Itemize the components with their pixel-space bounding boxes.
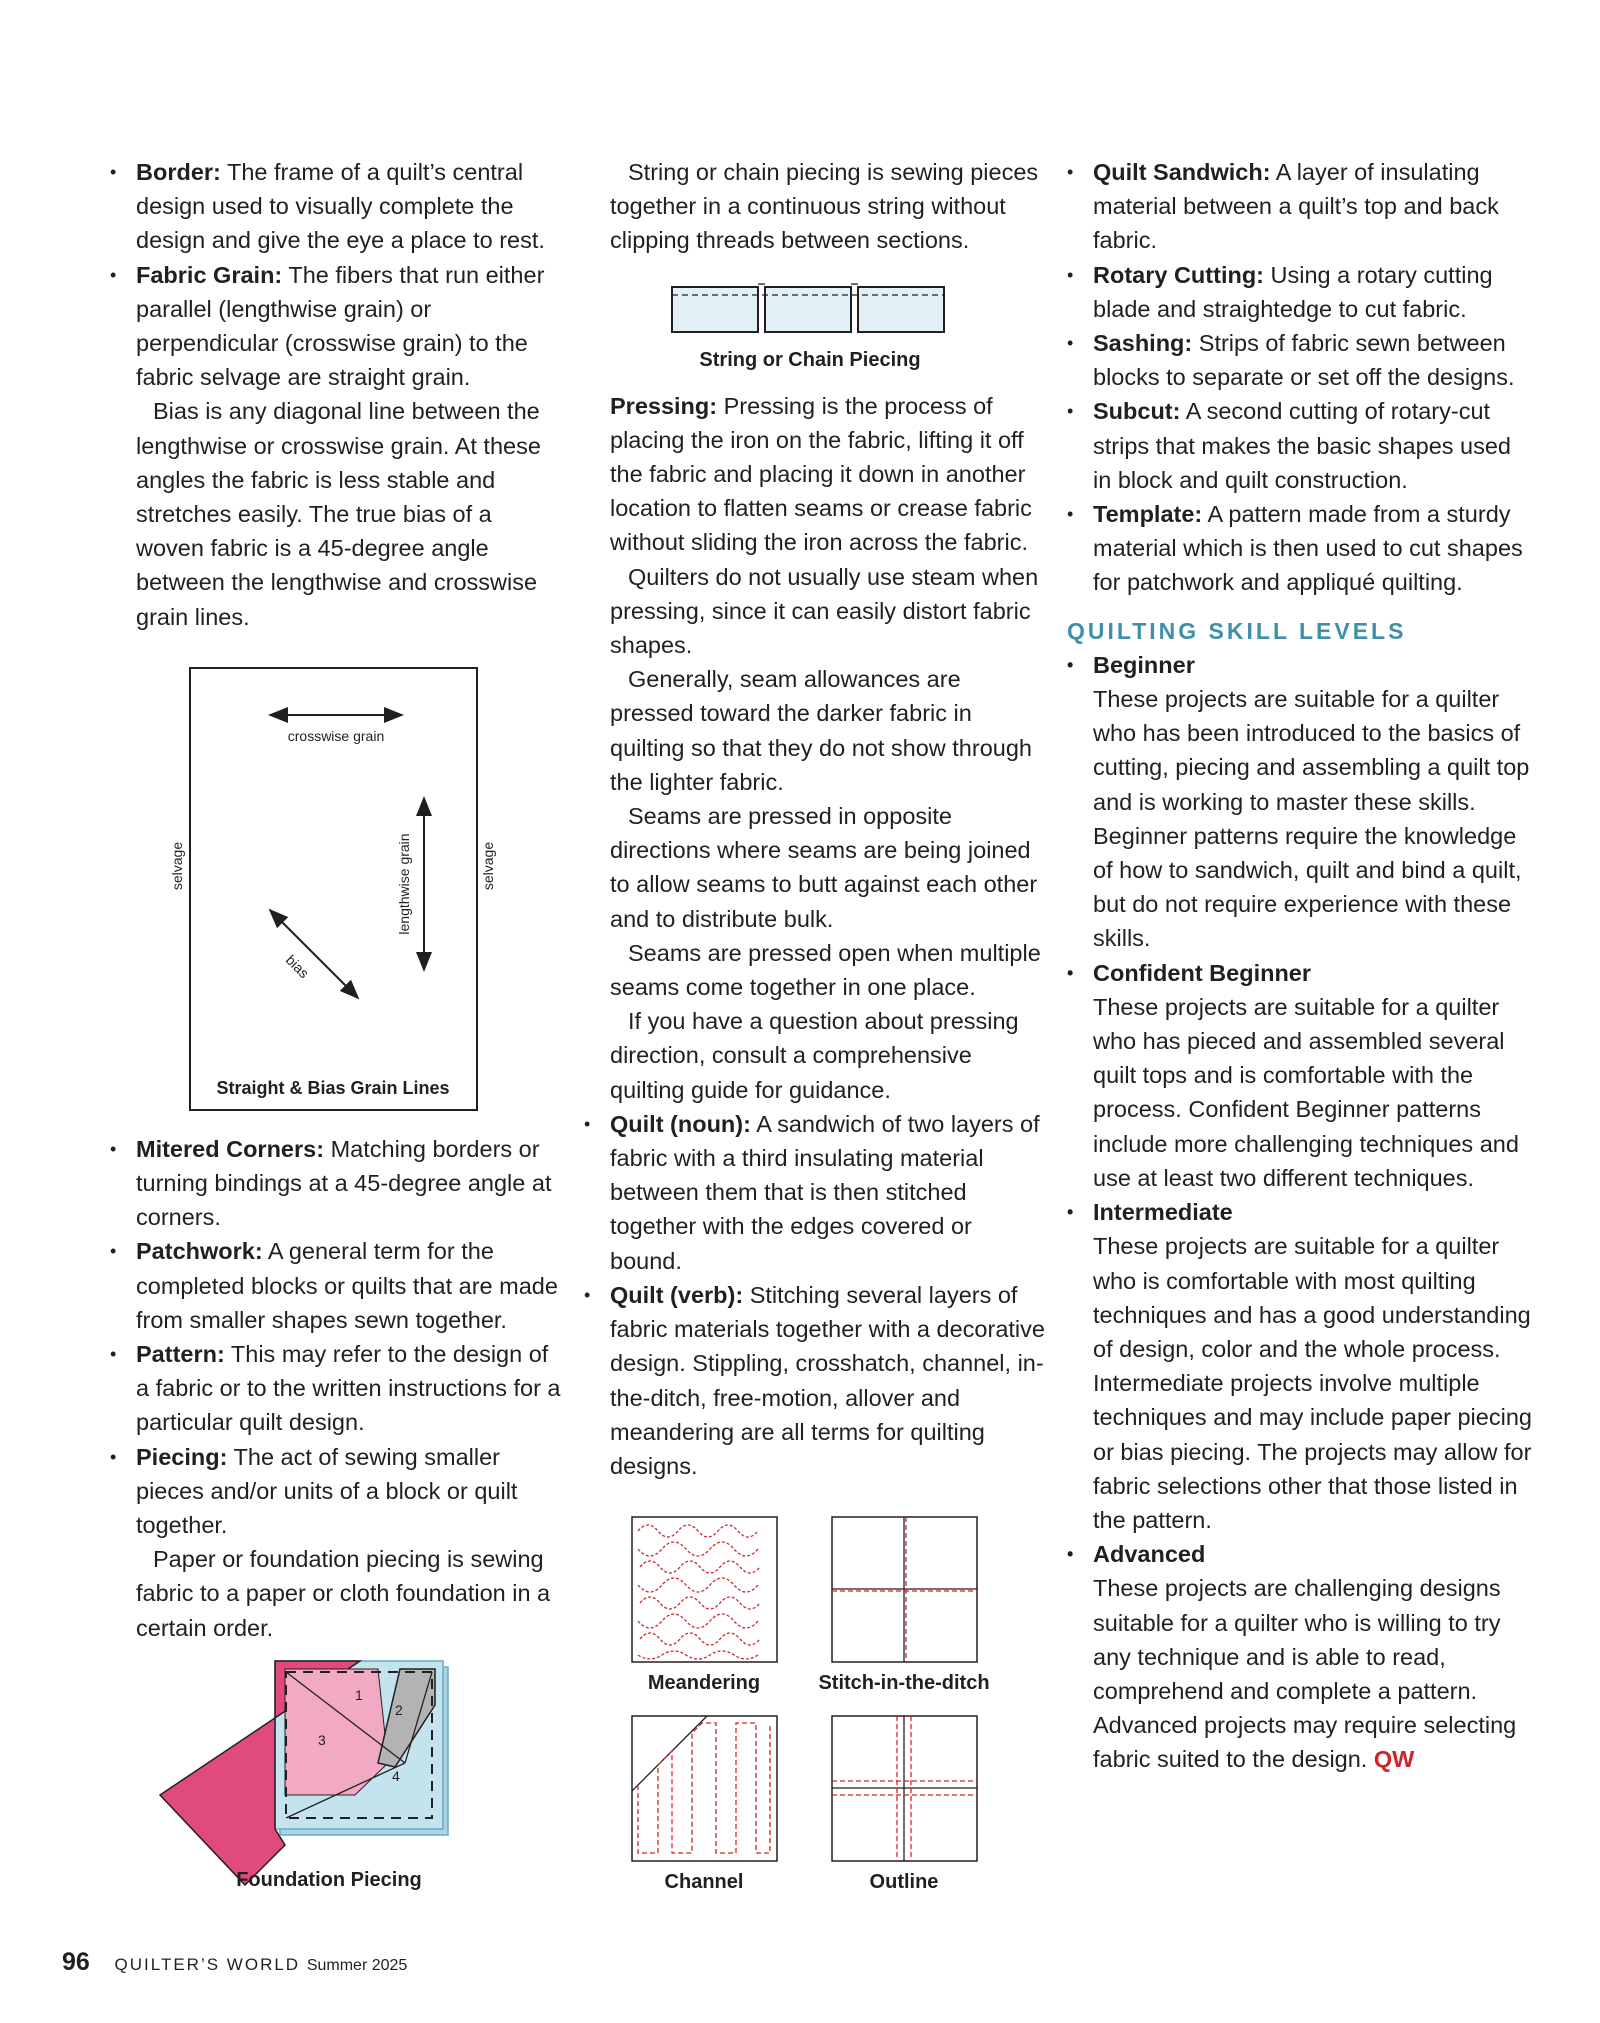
channel-caption: Channel bbox=[664, 1871, 744, 1894]
grain-lines-diagram bbox=[110, 648, 565, 1118]
string-piecing-paragraph: String or chain piecing is sewing pieces together in a continuous string without clipping threads between sections. bbox=[610, 159, 1039, 254]
glossary-entry-rotary-cutting bbox=[1067, 258, 1532, 326]
skill-level-beginner-text: These projects are suitable for a quilter who has been introduced to the basics of cutting, piecing and assembling a quilt top and is working to master these skills. Beginner patterns require the knowledge of how to sandwich, quilt and bind a quilt, but do not require experience with these skills. bbox=[1093, 686, 1530, 952]
term: Pressing: bbox=[610, 392, 718, 419]
term: Rotary Cutting: bbox=[1093, 261, 1265, 288]
column-middle bbox=[610, 155, 1050, 1901]
term: Border: bbox=[136, 159, 221, 185]
chain-piece-3 bbox=[858, 287, 944, 332]
column-left bbox=[110, 155, 565, 1895]
piece-pink-light bbox=[285, 1669, 388, 1795]
string-piecing-figure bbox=[610, 258, 1050, 383]
skill-level-beginner-title: • Beginner bbox=[1067, 648, 1532, 682]
pressing-question-paragraph: If you have a question about pressing direction, consult a comprehensive quilting guide for guidance. bbox=[610, 1008, 1019, 1103]
skill-level-advanced-text bbox=[1067, 1571, 1532, 1776]
definition: Using a rotary cutting blade and straightedge to cut fabric. bbox=[1093, 261, 1493, 322]
lengthwise-label: lengthwise grain bbox=[396, 833, 412, 935]
issue-date: Summer 2025 bbox=[306, 1957, 408, 1974]
term: Fabric Grain: bbox=[136, 261, 283, 288]
bias-paragraph: Bias is any diagonal line between the lengthwise or crosswise grain. At these angles the fabric is less stable and stretches easily. The true bias of a woven fabric is a 45-degree angle between the lengthwise and crosswise grain lines. bbox=[136, 398, 541, 630]
chain-piece-2 bbox=[765, 287, 851, 332]
term: Quilt (noun): bbox=[610, 1110, 751, 1137]
crosswise-label: crosswise grain bbox=[287, 727, 385, 744]
definition: The fibers that run either parallel (lengthwise grain) or perpendicular (crosswise grain) to the fabric selvage are straight grain. bbox=[136, 261, 545, 391]
skill-level-intermediate-text: These projects are suitable for a quilter who is comfortable with most quilting techniques and has a good understanding of design, color and the whole process. Intermediate projects involve multiple techniques and may include paper piecing or bias piecing. The projects may allow for fabric selections other that those listed in the pattern. bbox=[1093, 1233, 1532, 1533]
piece-number-1: 1 bbox=[355, 1686, 363, 1703]
bias-label: bias bbox=[282, 951, 313, 982]
glossary-entry-mitered-corners bbox=[110, 1132, 565, 1235]
definition: The frame of a quilt’s central design used to visually complete the design and give the eye a place to rest. bbox=[136, 159, 545, 254]
glossary-entry-subcut bbox=[1067, 394, 1532, 497]
ditch-caption: Stitch-in-the-ditch bbox=[818, 1672, 990, 1695]
glossary-entry-piecing bbox=[110, 1440, 565, 1543]
term: Quilt Sandwich: bbox=[1093, 159, 1271, 185]
definition: A pattern made from a sturdy material which is then used to cut shapes for patchwork and appliqué quilting. bbox=[1093, 501, 1523, 596]
selvage-right-label: selvage bbox=[480, 841, 496, 890]
section-heading: QUILTING SKILL LEVELS bbox=[1067, 617, 1407, 644]
definition: A second cutting of rotary-cut strips that makes the basic shapes used in block and quilt construction. bbox=[1093, 398, 1511, 493]
definition: Matching borders or turning bindings at a 45-degree angle at corners. bbox=[136, 1135, 552, 1231]
grain-lines-figure bbox=[110, 648, 565, 1118]
piece-number-2: 2 bbox=[395, 1701, 403, 1718]
skill-level-confident-title: • Confident Beginner bbox=[1067, 956, 1532, 990]
qw-end-mark: QW bbox=[1373, 1746, 1415, 1773]
advanced-text: These projects are challenging designs suitable for a quilter who is willing to try any technique and is able to read, comprehend and complete a pattern. Advanced projects may require selecting fabric suited to the design. bbox=[1093, 1575, 1517, 1773]
term: Mitered Corners: bbox=[136, 1135, 325, 1162]
foundation-piecing-figure bbox=[110, 1655, 565, 1895]
open-seams-paragraph: Seams are pressed open when multiple seams come together in one place. bbox=[610, 939, 1041, 1001]
meandering-block bbox=[632, 1517, 777, 1662]
page-footer bbox=[62, 1948, 407, 1977]
selvage-left-label: selvage bbox=[169, 841, 185, 890]
paper-piecing-paragraph: Paper or foundation piecing is sewing fabric to a paper or cloth foundation in a certain order. bbox=[136, 1546, 551, 1641]
piece-number-4: 4 bbox=[392, 1767, 400, 1784]
string-piecing-diagram bbox=[610, 258, 1050, 383]
grain-figure-caption: Straight & Bias Grain Lines bbox=[216, 1077, 450, 1098]
magazine-name: QUILTER’S WORLD bbox=[114, 1955, 301, 1974]
skill-level-intermediate-title: • Intermediate bbox=[1067, 1195, 1532, 1229]
definition: A sandwich of two layers of fabric with a third insulating material between them that is then stitched together with the edges covered or bound. bbox=[610, 1110, 1040, 1274]
glossary-entry-patchwork bbox=[110, 1234, 565, 1337]
column-right bbox=[1067, 155, 1532, 1777]
term: Quilt (verb): bbox=[610, 1281, 744, 1308]
glossary-entry-pressing bbox=[610, 389, 1050, 560]
term: Patchwork: bbox=[136, 1238, 263, 1265]
piece-number-3: 3 bbox=[318, 1731, 326, 1748]
quilting-designs-diagram bbox=[610, 1501, 1050, 1901]
glossary-entry-border bbox=[110, 155, 565, 258]
glossary-entry-quilt-verb bbox=[584, 1278, 1050, 1483]
foundation-piecing-diagram bbox=[110, 1655, 565, 1895]
quilting-designs-figure bbox=[610, 1501, 1050, 1901]
skill-level-confident-text: These projects are suitable for a quilter who has pieced and assembled several quilt tops and is comfortable with the process. Confident Beginner patterns include more challenging techniques and use at least two different techniques. bbox=[1093, 993, 1519, 1191]
foundation-caption: Foundation Piecing bbox=[236, 1868, 422, 1891]
glossary-entry-template bbox=[1067, 497, 1532, 600]
string-piecing-caption: String or Chain Piecing bbox=[699, 348, 921, 371]
glossary-entry-sashing bbox=[1067, 326, 1532, 394]
term: Template: bbox=[1093, 501, 1203, 528]
opposite-seams-paragraph: Seams are pressed in opposite directions where seams are being joined to allow seams to butt against each other and to distribute bulk. bbox=[610, 803, 1038, 932]
definition: This may refer to the design of a fabric or to the written instructions for a particular quilt design. bbox=[136, 1341, 561, 1436]
channel-block bbox=[632, 1716, 777, 1861]
term: Piecing: bbox=[136, 1443, 228, 1470]
definition: Strips of fabric sewn between blocks to separate or set off the designs. bbox=[1093, 330, 1515, 391]
definition: The act of sewing smaller pieces and/or units of a block or quilt together. bbox=[136, 1443, 518, 1539]
definition: A layer of insulating material between a quilt’s top and back fabric. bbox=[1093, 159, 1499, 254]
term: Subcut: bbox=[1093, 398, 1181, 425]
glossary-entry-quilt-sandwich bbox=[1067, 155, 1532, 258]
steam-paragraph: Quilters do not usually use steam when pressing, since it can easily distort fabric shapes. bbox=[610, 563, 1039, 659]
skill-level-advanced-title: • Advanced bbox=[1067, 1537, 1532, 1571]
meandering-caption: Meandering bbox=[647, 1672, 761, 1695]
seam-allowance-paragraph: Generally, seam allowances are pressed toward the darker fabric in quilting so that they do not show through the lighter fabric. bbox=[610, 666, 1032, 795]
term: Sashing: bbox=[1093, 330, 1193, 357]
glossary-entry-pattern bbox=[110, 1337, 565, 1440]
page-number: 96 bbox=[62, 1948, 90, 1976]
definition: A general term for the completed blocks or quilts that are made from smaller shapes sewn together. bbox=[136, 1238, 558, 1333]
definition: Stitching several layers of fabric materials together with a decorative design. Stippling, crosshatch, channel, in-the-ditch, free-motion, allover and meandering are all terms for quilting designs. bbox=[610, 1281, 1045, 1479]
definition: Pressing is the process of placing the iron on the fabric, lifting it off the fabric and placing it down in another location to flatten seams or crease fabric without sliding the iron across the fabric. bbox=[610, 392, 1032, 556]
glossary-entry-fabric-grain bbox=[110, 258, 565, 395]
term: Pattern: bbox=[136, 1341, 225, 1368]
glossary-entry-quilt-noun bbox=[584, 1107, 1050, 1278]
outline-caption: Outline bbox=[869, 1871, 939, 1894]
chain-piece-1 bbox=[672, 287, 758, 332]
bias-arrow bbox=[270, 910, 358, 998]
